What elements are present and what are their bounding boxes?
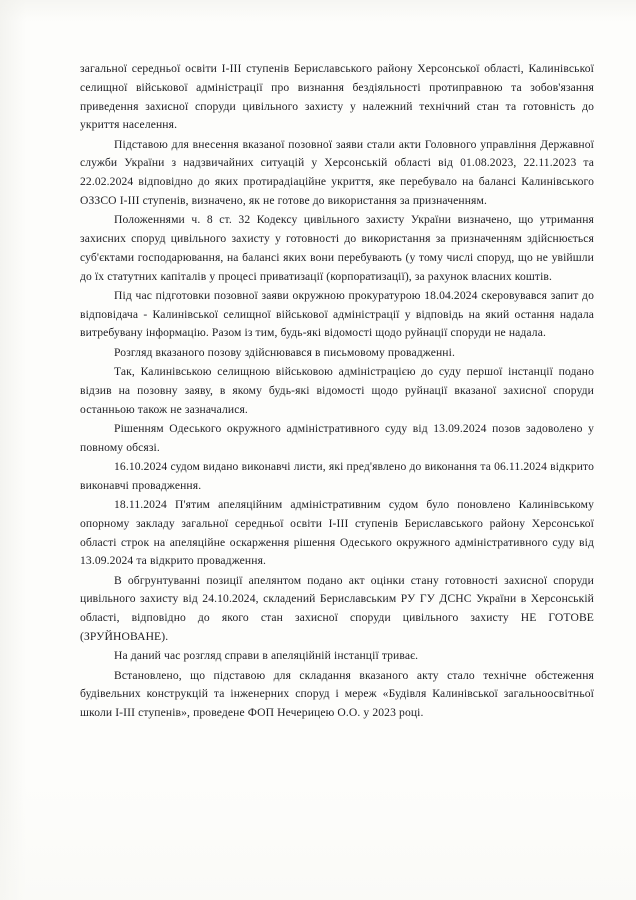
- page-bottom-shading: [0, 780, 636, 900]
- paragraph-1: загальної середньої освіти I-III ступенів Бериславського району Херсонської області, Калинівської селищної військової адміністрації про визнання бездіяльності протиправною та зобов'язання приведення захисної споруди цивільного захисту у належний технічний стан та готовність до укриття населення.: [80, 62, 594, 132]
- paragraph-11: На даний час розгляд справи в апеляційній інстанції триває.: [114, 649, 419, 663]
- paragraph-10: В обгрунтуванні позиції апелянтом подано акт оцінки стану готовності захисної споруди цивільного захисту від 24.10.2024, складений Бериславським РУ ГУ ДСНС України в Херсонській області, відповідно до якого стан захисної споруди цивільного захисту НЕ ГОТОВЕ (ЗРУЙНОВАНЕ).: [80, 573, 594, 643]
- document-text-body: [80, 60, 594, 723]
- page-edge-shading-top: [0, 0, 636, 22]
- paragraph-9: 18.11.2024 П'ятим апеляційним адміністративним судом було поновлено Калинівському опорному закладу загальної середньої освіти I-III ступенів Бериславського району Херсонської області строк на апеляційне оскарження рішення Одеського окружного адміністративного суду від 13.09.2024 та відкрито провадження.: [80, 497, 594, 568]
- paragraph-12: Встановлено, що підставою для складання вказаного акту стало технічне обстеження будівельних конструкцій та інженерних споруд і мереж «Будівля Калинівської загальноосвітньої школи I-III ступенів», проведене ФОП Нечерицею О.О. у 2023 році.: [80, 668, 594, 720]
- paragraph-3: Положеннями ч. 8 ст. 32 Кодексу цивільного захисту України визначено, що утримання захисних споруд цивільного захисту у готовності до використання за призначенням здійснюється суб'єктами господарювання, на балансі яких вони перебувають (у тому числі споруд, що не увійшли до їх статутних капіталів у процесі приватизації (корпоратизації), за рахунок власних коштів.: [80, 213, 594, 283]
- paragraph-5: Розгляд вказаного позову здійснювався в письмовому провадженні.: [114, 345, 455, 359]
- paragraph-4: Під час підготовки позовної заяви окружною прокуратурою 18.04.2024 скеровувався запит до відповідача - Калинівської селищної військової адміністрації у відповідь на який остання надала витребувану інформацію. Разом із тим, будь-які відомості щодо руйнації споруди не надала.: [80, 288, 594, 340]
- paragraph-8: 16.10.2024 судом видано виконавчі листи, які пред'явлено до виконання та 06.11.2024 відкрито виконавчі провадження.: [80, 459, 594, 492]
- paragraph-2: Підставою для внесення вказаної позовної заяви стали акти Головного управління Державної служби України з надзвичайних ситуацій у Херсонській області від 01.08.2023, 22.11.2023 та 22.02.2024 відповідно до яких протирадіаційне укриття, яке перебувало на балансі Калинівського ОЗЗСО I-III ступенів, визначено, як не готове до використання за призначенням.: [80, 137, 594, 207]
- page-edge-shading-left: [0, 0, 26, 900]
- paragraph-6: Так, Калинівською селищною військовою адміністрацією до суду першої інстанції подано відзив на позовну заяву, в якому будь-які відомості щодо руйнації вказаної захисної споруди останньою також не зазначалися.: [80, 365, 594, 416]
- paragraph-7: Рішенням Одеського окружного адміністративного суду від 13.09.2024 позов задоволено у повному обсязі.: [80, 421, 594, 454]
